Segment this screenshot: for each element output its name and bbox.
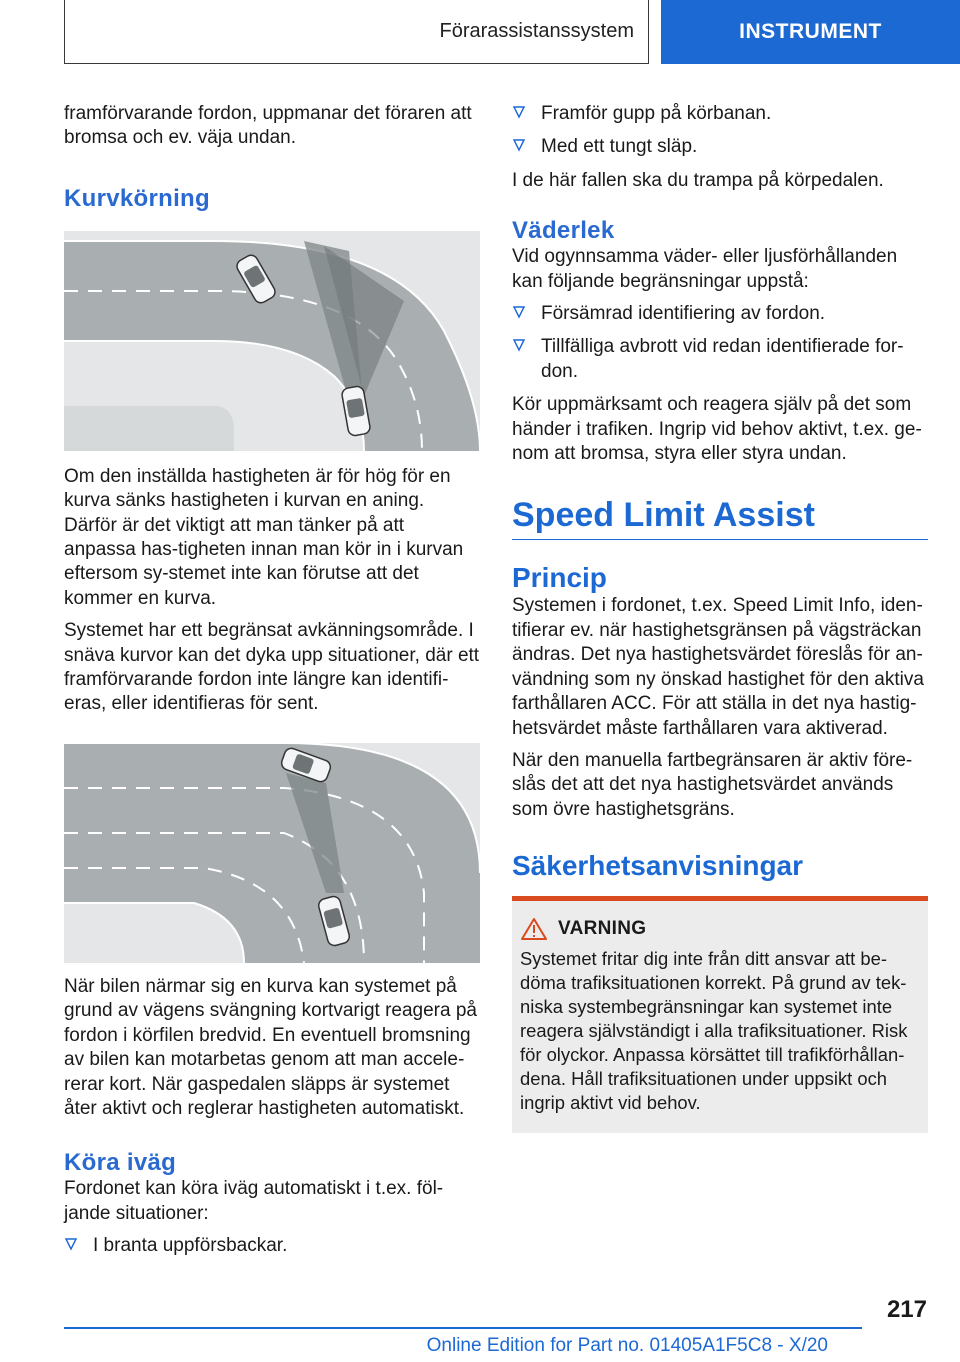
left-column [64,102,480,1268]
triangle-bullet-icon [513,338,525,352]
paragraph-princip-1: Systemen i fordonet, t.ex. Speed Limit Info, iden-tifierar ev. när hastighetsgränsen på vägsträckan ändras. Det nya hastighetsvärdet föreslås för an-vändning som ny önskad hastighet för den aktiva farthållaren ACC. För att ställa in det nya hastig-hetsvärdet måste farthållaren vara aktiverad. [512,595,924,739]
paragraph-vader-end: Kör uppmärksamt och reagera själv på det som händer i trafiken. Ingrip vid behov aktivt, t.ex. ge-nom att bromsa, styra eller styra undan. [512,394,922,465]
paragraph-princip-2: När den manuella fartbegränsaren är aktiv före-slås det att det nya hastighetsvärdet används som övre hastighetsgräns. [512,749,913,820]
paragraph-kurv-1: Om den inställda hastigheten är för hög för en kurva sänks hastigheten i kurvan en aning. Därför är det viktigt att man tänker på att anpassa has-tigheten innan man kör in i kurvan eftersom sy-stemet inte kan förutse att det kommer en kurva. [64,465,464,609]
warning-box [512,896,928,1133]
paragraph-kurv-3: När bilen närmar sig en kurva kan systemet på grund av vägens svängning kortvarigt reagera på fordon i körfilen bredvid. En eventuell bromsning av bilen kan motarbetas genom att man accele-rerar kort. När gaspedalen släpps är systemet åter aktivt och reglerar hastigheten automatiskt. [64,975,477,1119]
list-kora-left [64,1234,480,1258]
triangle-bullet-icon [65,1237,77,1251]
curve-illustration-2 [64,743,480,963]
curve-illustration-1 [64,231,480,451]
list-item: Tillfälliga avbrott vid redan identifierade for-don. [512,335,928,384]
right-column [512,102,928,1133]
heading-vaderlek: Väderlek [512,217,615,245]
footer-edition: Online Edition for Part no. 01405A1F5C8 - X/20 [426,1335,828,1356]
footer-divider [64,1327,862,1329]
triangle-bullet-icon [513,305,525,319]
heading-speed-limit-assist: Speed Limit Assist [512,496,928,540]
header-section-title [64,0,649,64]
paragraph-vader: Vid ogynnsamma väder- eller ljusförhållanden kan följande begränsningar uppstå: [512,246,898,292]
paragraph-intro: framförvarande fordon, uppmanar det föraren att bromsa och ev. väja undan. [64,103,472,149]
paragraph-kora-end: I de här fallen ska du trampa på körpedalen. [512,169,884,191]
paragraph-kora: Fordonet kan köra iväg automatiskt i t.ex. föl-jande situationer: [64,1178,444,1224]
heading-kora-ivag: Köra iväg [64,1149,177,1177]
warning-triangle-icon [520,917,548,941]
section-title: Förarassistanssystem [439,20,634,42]
heading-sakerhetsanvisningar: Säkerhetsanvisningar [512,850,804,882]
warning-text: Systemet fritar dig inte från ditt ansvar att be-döma trafiksituationen korrekt. På grund av tek-niska systembegränsningar kan systemet inte reagera självständigt i alla trafiksituationer. Risk för olyckor. Anpassa körsättet till trafikförhållan-dena. Håll trafiksituationen under uppsikt och ingrip aktivt vid behov. [520,948,908,1114]
list-item: Med ett tungt släp. [512,135,928,159]
list-vader [512,302,928,384]
chapter-tab[interactable] [661,0,960,64]
heading-kurvkorning: Kurvkörning [64,184,210,212]
list-item: Framför gupp på körbanan. [512,102,928,126]
triangle-bullet-icon [513,105,525,119]
triangle-bullet-icon [513,138,525,152]
warning-label: VARNING [558,918,647,940]
paragraph-kurv-2: Systemet har ett begränsat avkänningsområde. I snäva kurvor kan det dyka upp situationer, där ett framförvarande fordon inte längre kan identifi-eras, eller identifieras för sent. [64,620,480,715]
warning-header [520,917,920,941]
list-item: I branta uppförsbackar. [64,1234,480,1258]
chapter-tab-label: INSTRUMENT [739,20,882,43]
list-kora-right [512,102,928,160]
heading-princip: Princip [512,562,607,594]
page-number: 217 [886,1296,927,1323]
list-item: Försämrad identifiering av fordon. [512,302,928,326]
